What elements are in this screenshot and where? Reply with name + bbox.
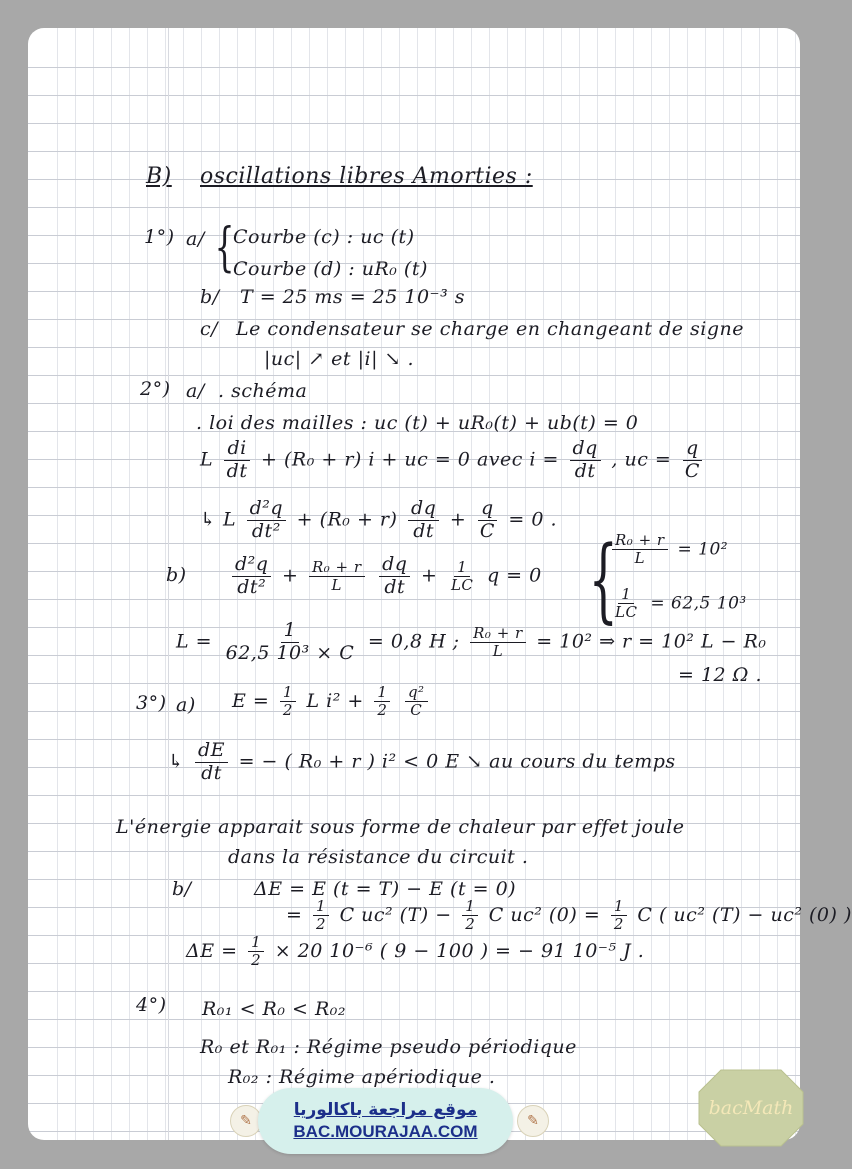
q3-E-frac1 [280, 684, 296, 720]
q3-dE-l3-lead: ΔE = [186, 939, 238, 962]
q3-dE-line1: ΔE = E (t = T) − E (t = 0) [254, 878, 517, 900]
q2-eq1-num: di [224, 438, 249, 461]
q2-loi: . loi des mailles : uc (t) + uR₀(t) + ub(t) = 0 [196, 412, 639, 434]
q3-dE-num: dE [195, 740, 228, 763]
q2-number: 2°) [140, 378, 171, 400]
q3-dE-den: dt [201, 761, 222, 784]
q2-sys1 [608, 532, 728, 568]
q2-a-label: a/ [186, 380, 205, 402]
q2-system-brace: { [588, 526, 618, 633]
q2-eqb [228, 554, 542, 599]
q3-dE [168, 740, 676, 785]
q2-sys1-den: L [634, 549, 646, 568]
q3-dE-l3-f-num: 1 [248, 934, 264, 952]
q2-eqb-f4-num: 1 [454, 559, 470, 577]
q2-eq1-uc: , uc = [611, 448, 672, 471]
q2-r-eq: = 10² ⇒ r = 10² L − R₀ [536, 630, 767, 653]
q1-number: 1°) [144, 226, 175, 248]
q3-dE-l2-b: C uc² (0) = [488, 903, 601, 926]
q2-b-label: b) [166, 564, 187, 586]
q2-eqb-frac1 [232, 554, 271, 599]
q3-dE-l2-f1-den: 2 [315, 915, 327, 934]
q2-eqb-plus: + [282, 564, 299, 587]
q3-dE-line3 [186, 934, 644, 970]
q3-E-mid: L i² + [306, 689, 364, 712]
q2-eq1-lead: L [200, 448, 214, 471]
q4-line1: R₀ et R₀₁ : Régime pseudo périodique [200, 1036, 577, 1058]
q2-eq1-frac [224, 438, 251, 483]
q2-eq2-num: d²q [247, 498, 286, 521]
q2-eq1-uc-num: q [683, 438, 702, 461]
q2-eq1-den: dt [226, 459, 248, 482]
q2-eq2-mid: + (R₀ + r) [296, 508, 398, 531]
q2-r-den: L [492, 641, 504, 660]
q3-dE-line2 [286, 898, 852, 934]
site-name-arabic[interactable]: موقع مراجعة باكالوريا [293, 1100, 478, 1120]
q2-eq2-end: = 0 . [508, 508, 558, 531]
q3-dE-l2-lead: = [286, 903, 303, 926]
q3-dE-text: = − ( R₀ + r ) i² < 0 E ↘ au cours du temps [238, 750, 676, 773]
q1-c-text1: Le condensateur se charge en changeant de signe [236, 318, 744, 340]
q1-a-label: a/ [186, 228, 205, 250]
q1-b-text: T = 25 ms = 25 10⁻³ s [240, 286, 465, 308]
q3-dE-l2-frac2 [462, 898, 478, 934]
q3-dE-l2-f3-num: 1 [611, 898, 627, 916]
q2-L-den: 62,5 10³ × C [225, 641, 355, 664]
q2-sys2-rhs: = 62,5 10³ [650, 593, 747, 614]
q2-a-text: . schéma [218, 380, 308, 402]
q1-c-label: c/ [200, 318, 219, 340]
q2-eqb-num: d²q [232, 554, 271, 577]
section-title: oscillations libres Amorties : [200, 164, 533, 189]
q1-brace: { [214, 218, 235, 278]
q2-eqb-f3-num: dq [379, 554, 410, 577]
book-logo-icon-left: ✎ [230, 1105, 262, 1137]
q2-r-num: R₀ + r [470, 625, 526, 643]
q3-E [232, 684, 432, 720]
q2-eq1-mid: + (R₀ + r) i + uc = 0 avec i = [261, 448, 559, 471]
q2-eq2-den: dt² [251, 519, 281, 542]
q3-dE-l2-f3-den: 2 [613, 915, 624, 934]
q2-eq2-lead: ↳ L [200, 508, 237, 531]
q3-E-f2-den: 2 [377, 701, 388, 720]
q3-dE-l3-rest: × 20 10⁻⁶ ( 9 − 100 ) = − 91 10⁻⁵ J . [274, 939, 645, 962]
bacmath-badge [697, 1068, 805, 1148]
q2-eq2-f3-den: C [479, 519, 495, 542]
q2-eqb-frac3 [379, 554, 410, 599]
book-logo-icon-right: ✎ [517, 1105, 549, 1137]
q1-a-line1: Courbe (c) : uc (t) [233, 226, 415, 248]
q4-number: 4°) [136, 994, 167, 1016]
q3-dE-l2-f2-num: 1 [462, 898, 478, 916]
q2-eq2-f2-den: dt [413, 519, 435, 542]
q2-eq2-plus: + [449, 508, 467, 531]
site-url[interactable]: BAC.MOURAJAA.COM [293, 1122, 478, 1141]
q2-sys2-den: LC [615, 603, 638, 622]
q2-sys2-num: 1 [618, 586, 634, 604]
q3-energy-line1: L'énergie apparait sous forme de chaleur par effet joule [116, 816, 685, 838]
q2-r-frac [470, 625, 526, 661]
q2-eqb-frac4 [448, 559, 476, 595]
q1-a-line2: Courbe (d) : uR₀ (t) [233, 258, 428, 280]
q2-eq2-frac3 [477, 498, 498, 543]
q3-dE-lead: ↳ [168, 750, 185, 773]
q3-dE-l3-frac [248, 934, 264, 970]
q3-E-f1-num: 1 [280, 684, 296, 702]
q3-dE-l2-a: C uc² (T) − [339, 903, 452, 926]
q3-dE-l2-frac1 [313, 898, 329, 934]
q3-E-text: E = [232, 689, 270, 712]
q1-b-label: b/ [200, 286, 220, 308]
q3-dE-l3-f-den: 2 [251, 951, 262, 970]
q2-eq2-f3-num: q [478, 498, 497, 521]
q2-eq2-frac1 [247, 498, 286, 543]
q3-E-frac3 [405, 684, 428, 720]
q2-L-num: 1 [281, 620, 300, 643]
q4-inequality: R₀₁ < R₀ < R₀₂ [202, 998, 346, 1020]
q2-L-lead: L = [176, 630, 213, 653]
q2-L-val: = 0,8 H ; [367, 630, 460, 653]
q2-eq2 [200, 498, 557, 543]
q3-dE-l2-frac3 [611, 898, 627, 934]
q3-E-f3-den: C [410, 701, 423, 720]
q3-dE-l2-c: C ( uc² (T) − uc² (0) ) [637, 903, 852, 926]
q2-eq2-frac2 [408, 498, 439, 543]
q2-sys1-frac [612, 532, 668, 568]
q3-dE-l2-f2-den: 2 [465, 915, 476, 934]
q2-L-frac [223, 620, 358, 665]
q2-eqb-den: dt² [237, 575, 267, 598]
badge-text: bacMath [708, 1097, 794, 1119]
notebook-page [28, 28, 852, 1140]
q3-E-f2-num: 1 [374, 684, 390, 702]
q2-eq2-f2-num: dq [408, 498, 439, 521]
q3-number: 3°) [136, 692, 167, 714]
q2-eqb-f3-den: dt [384, 575, 406, 598]
q3-E-f3-num: q² [405, 684, 428, 702]
q3-energy-line2: dans la résistance du circuit . [228, 846, 529, 868]
q3-b-label: b/ [172, 878, 192, 900]
q2-L-calc [176, 620, 767, 665]
q2-eq1-i-den: dt [574, 459, 596, 482]
q2-sys1-num: R₀ + r [612, 532, 668, 550]
q2-eq1-i-frac [570, 438, 601, 483]
section-label: B) [146, 164, 172, 189]
q2-sys2-frac [612, 586, 640, 622]
q2-eqb-f2-num: R₀ + r [309, 559, 365, 577]
q3-E-f1-den: 2 [282, 701, 293, 720]
q2-eqb-f2-den: L [331, 575, 342, 594]
q2-eq1-uc-den: C [684, 459, 700, 482]
q2-eq1-i-num: dq [570, 438, 601, 461]
q3-E-frac2 [374, 684, 390, 720]
q2-sys2 [608, 586, 747, 622]
q2-r-val: = 12 Ω . [678, 664, 763, 686]
q2-eq1 [200, 438, 707, 483]
q1-c-text2: |uc| ↗ et |i| ↘ . [264, 348, 415, 370]
q3-dE-l2-f1-num: 1 [313, 898, 329, 916]
q2-eqb-frac2 [309, 559, 365, 595]
q2-sys1-rhs: = 10² [677, 539, 729, 560]
q4-line2: R₀₂ : Régime apériodique . [228, 1066, 496, 1088]
site-banner[interactable] [258, 1088, 513, 1154]
q2-eq1-uc-frac [682, 438, 703, 483]
q3-a-label: a) [176, 694, 196, 716]
q2-eqb-end: q = 0 [486, 564, 542, 587]
q2-eqb-plus2: + [420, 564, 438, 587]
q2-eqb-f4-den: LC [450, 575, 474, 594]
q3-dE-frac [195, 740, 228, 785]
